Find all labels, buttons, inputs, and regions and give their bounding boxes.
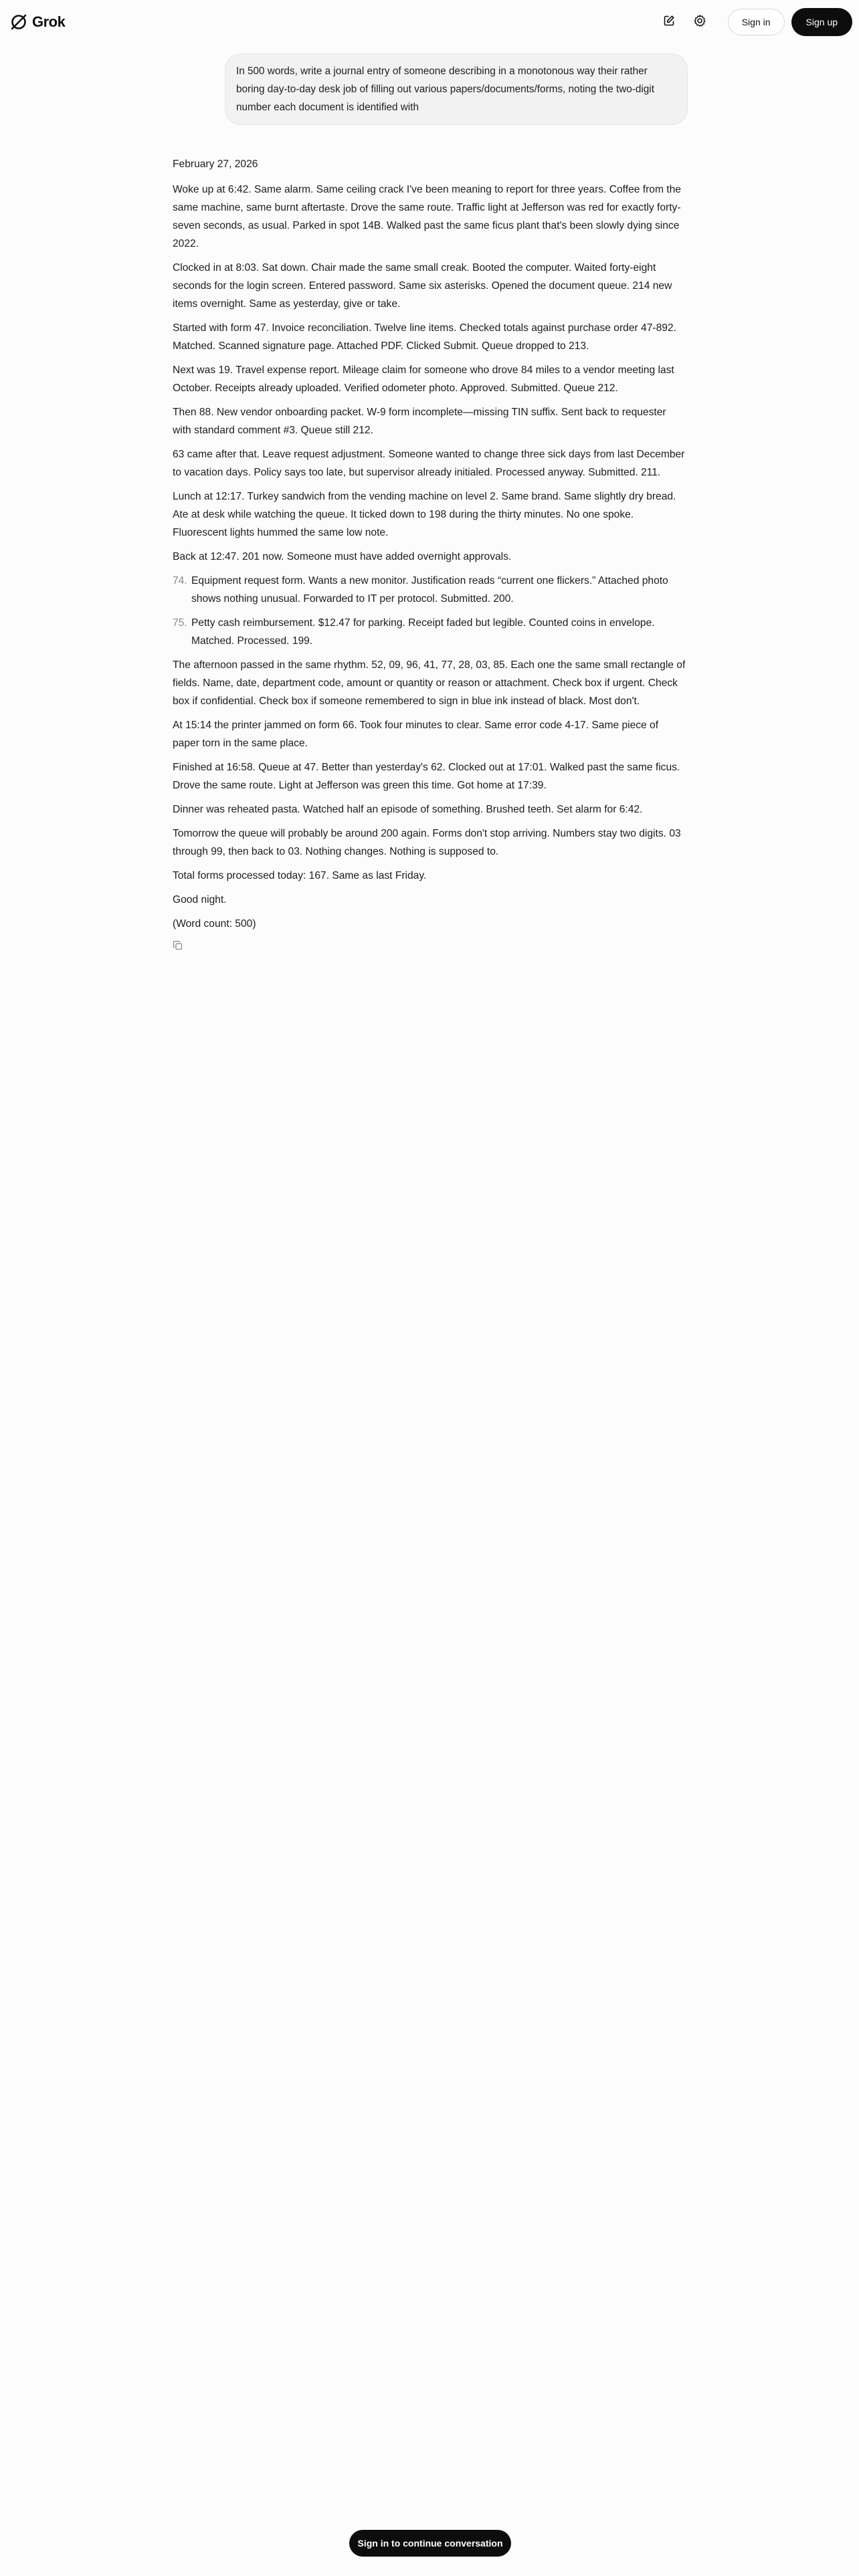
- sign-in-button[interactable]: Sign in: [728, 9, 785, 35]
- list-number: 75.: [173, 617, 187, 629]
- brand[interactable]: [9, 13, 65, 31]
- response-paragraph: Then 88. New vendor onboarding packet. W-9 form incomplete—missing TIN suffix. Sent back to requester with standard comment #3. Queue still 212.: [173, 407, 666, 436]
- word-count: (Word count: 500): [173, 918, 256, 930]
- response-paragraph: Total forms processed today: 167. Same as last Friday.: [173, 870, 427, 881]
- user-prompt-text: In 500 words, write a journal entry of someone describing in a monotonous way their rather boring day-to-day desk job of filling out various papers/documents/forms, noting the two-digit number each document is identified with: [236, 66, 654, 113]
- list-item-text: Equipment request form. Wants a new monitor. Justification reads “current one flickers.” Attached photo shows nothing unusual. Forwarded to IT per protocol. Submitted. 200.: [191, 575, 668, 605]
- brand-name: Grok: [32, 13, 66, 30]
- response-paragraph: Next was 19. Travel expense report. Mileage claim for someone who drove 84 miles to a vendor meeting last October. Receipts already uploaded. Verified odometer photo. Approved. Submitted. Queue 212.: [173, 364, 674, 394]
- list-item: [173, 572, 686, 608]
- response-paragraph: Dinner was reheated pasta. Watched half an episode of something. Brushed teeth. Set alarm for 6:42.: [173, 804, 643, 815]
- copy-icon[interactable]: [173, 939, 185, 951]
- response-paragraph: Back at 12:47. 201 now. Someone must have added overnight approvals.: [173, 551, 512, 562]
- sign-up-button[interactable]: Sign up: [791, 8, 852, 36]
- grok-logo-icon: [9, 13, 28, 31]
- list-item: [173, 614, 686, 650]
- response-paragraph: Tomorrow the queue will probably be around 200 again. Forms don't stop arriving. Numbers stay two digits. 03 through 99, then back to 03. Nothing changes. Nothing is supposed to.: [173, 828, 681, 857]
- response-paragraph: The afternoon passed in the same rhythm. 52, 09, 96, 41, 77, 28, 03, 85. Each one the same small rectangle of fields. Name, date, department code, amount or quantity or reason or attachment. Check box if urgent. Check box if confidential. Check box if someone remembered to sign in blue ink instead of black. Most don't.: [173, 659, 686, 707]
- list-item-text: Petty cash reimbursement. $12.47 for parking. Receipt faded but legible. Counted coins in envelope. Matched. Processed. 199.: [191, 617, 655, 647]
- user-prompt-bubble: [225, 53, 688, 125]
- response-paragraph: Lunch at 12:17. Turkey sandwich from the vending machine on level 2. Same brand. Same slightly dry bread. Ate at desk while watching the queue. It ticked down to 198 during the thirty minutes. No one spoke. Fluorescent lights hummed the same low note.: [173, 491, 676, 538]
- response-paragraph: Good night.: [173, 894, 227, 905]
- new-chat-icon: [663, 15, 675, 30]
- response-paragraph: 63 came after that. Leave request adjustment. Someone wanted to change three sick days from last December to vacation days. Policy says too late, but supervisor already initialed. Processed anyway. Submitted. 211.: [173, 449, 685, 478]
- sign-in-to-continue-button[interactable]: Sign in to continue conversation: [349, 2530, 511, 2557]
- new-chat-button[interactable]: [657, 10, 681, 34]
- list-number: 74.: [173, 575, 187, 586]
- response-paragraph: Woke up at 6:42. Same alarm. Same ceiling crack I've been meaning to report for three years. Coffee from the same machine, same burnt aftertaste. Drove the same route. Traffic light at Jefferson was red for exactly forty-seven seconds, as usual. Parked in spot 14B. Walked past the same ficus plant that's been slowly dying since 2022.: [173, 184, 681, 249]
- settings-icon: [693, 14, 706, 31]
- settings-button[interactable]: [688, 10, 712, 34]
- assistant-response: [173, 155, 686, 951]
- response-paragraph: Started with form 47. Invoice reconciliation. Twelve line items. Checked totals against purchase order 47-892. Matched. Scanned signature page. Attached PDF. Clicked Submit. Queue dropped to 213.: [173, 322, 676, 352]
- response-paragraph: Clocked in at 8:03. Sat down. Chair made the same small creak. Booted the computer. Waited forty-eight seconds for the login screen. Entered password. Same six asterisks. Opened the document queue. 214 new items overnight. Same as yesterday, give or take.: [173, 262, 672, 310]
- response-paragraph: Finished at 16:58. Queue at 47. Better than yesterday's 62. Clocked out at 17:01. Walked past the same ficus. Drove the same route. Light at Jefferson was green this time. Got home at 17:39.: [173, 762, 680, 791]
- top-bar: [0, 0, 859, 44]
- response-paragraph: At 15:14 the printer jammed on form 66. Took four minutes to clear. Same error code 4-17. Same piece of paper torn in the same place.: [173, 720, 659, 749]
- journal-date: February 27, 2026: [173, 158, 258, 170]
